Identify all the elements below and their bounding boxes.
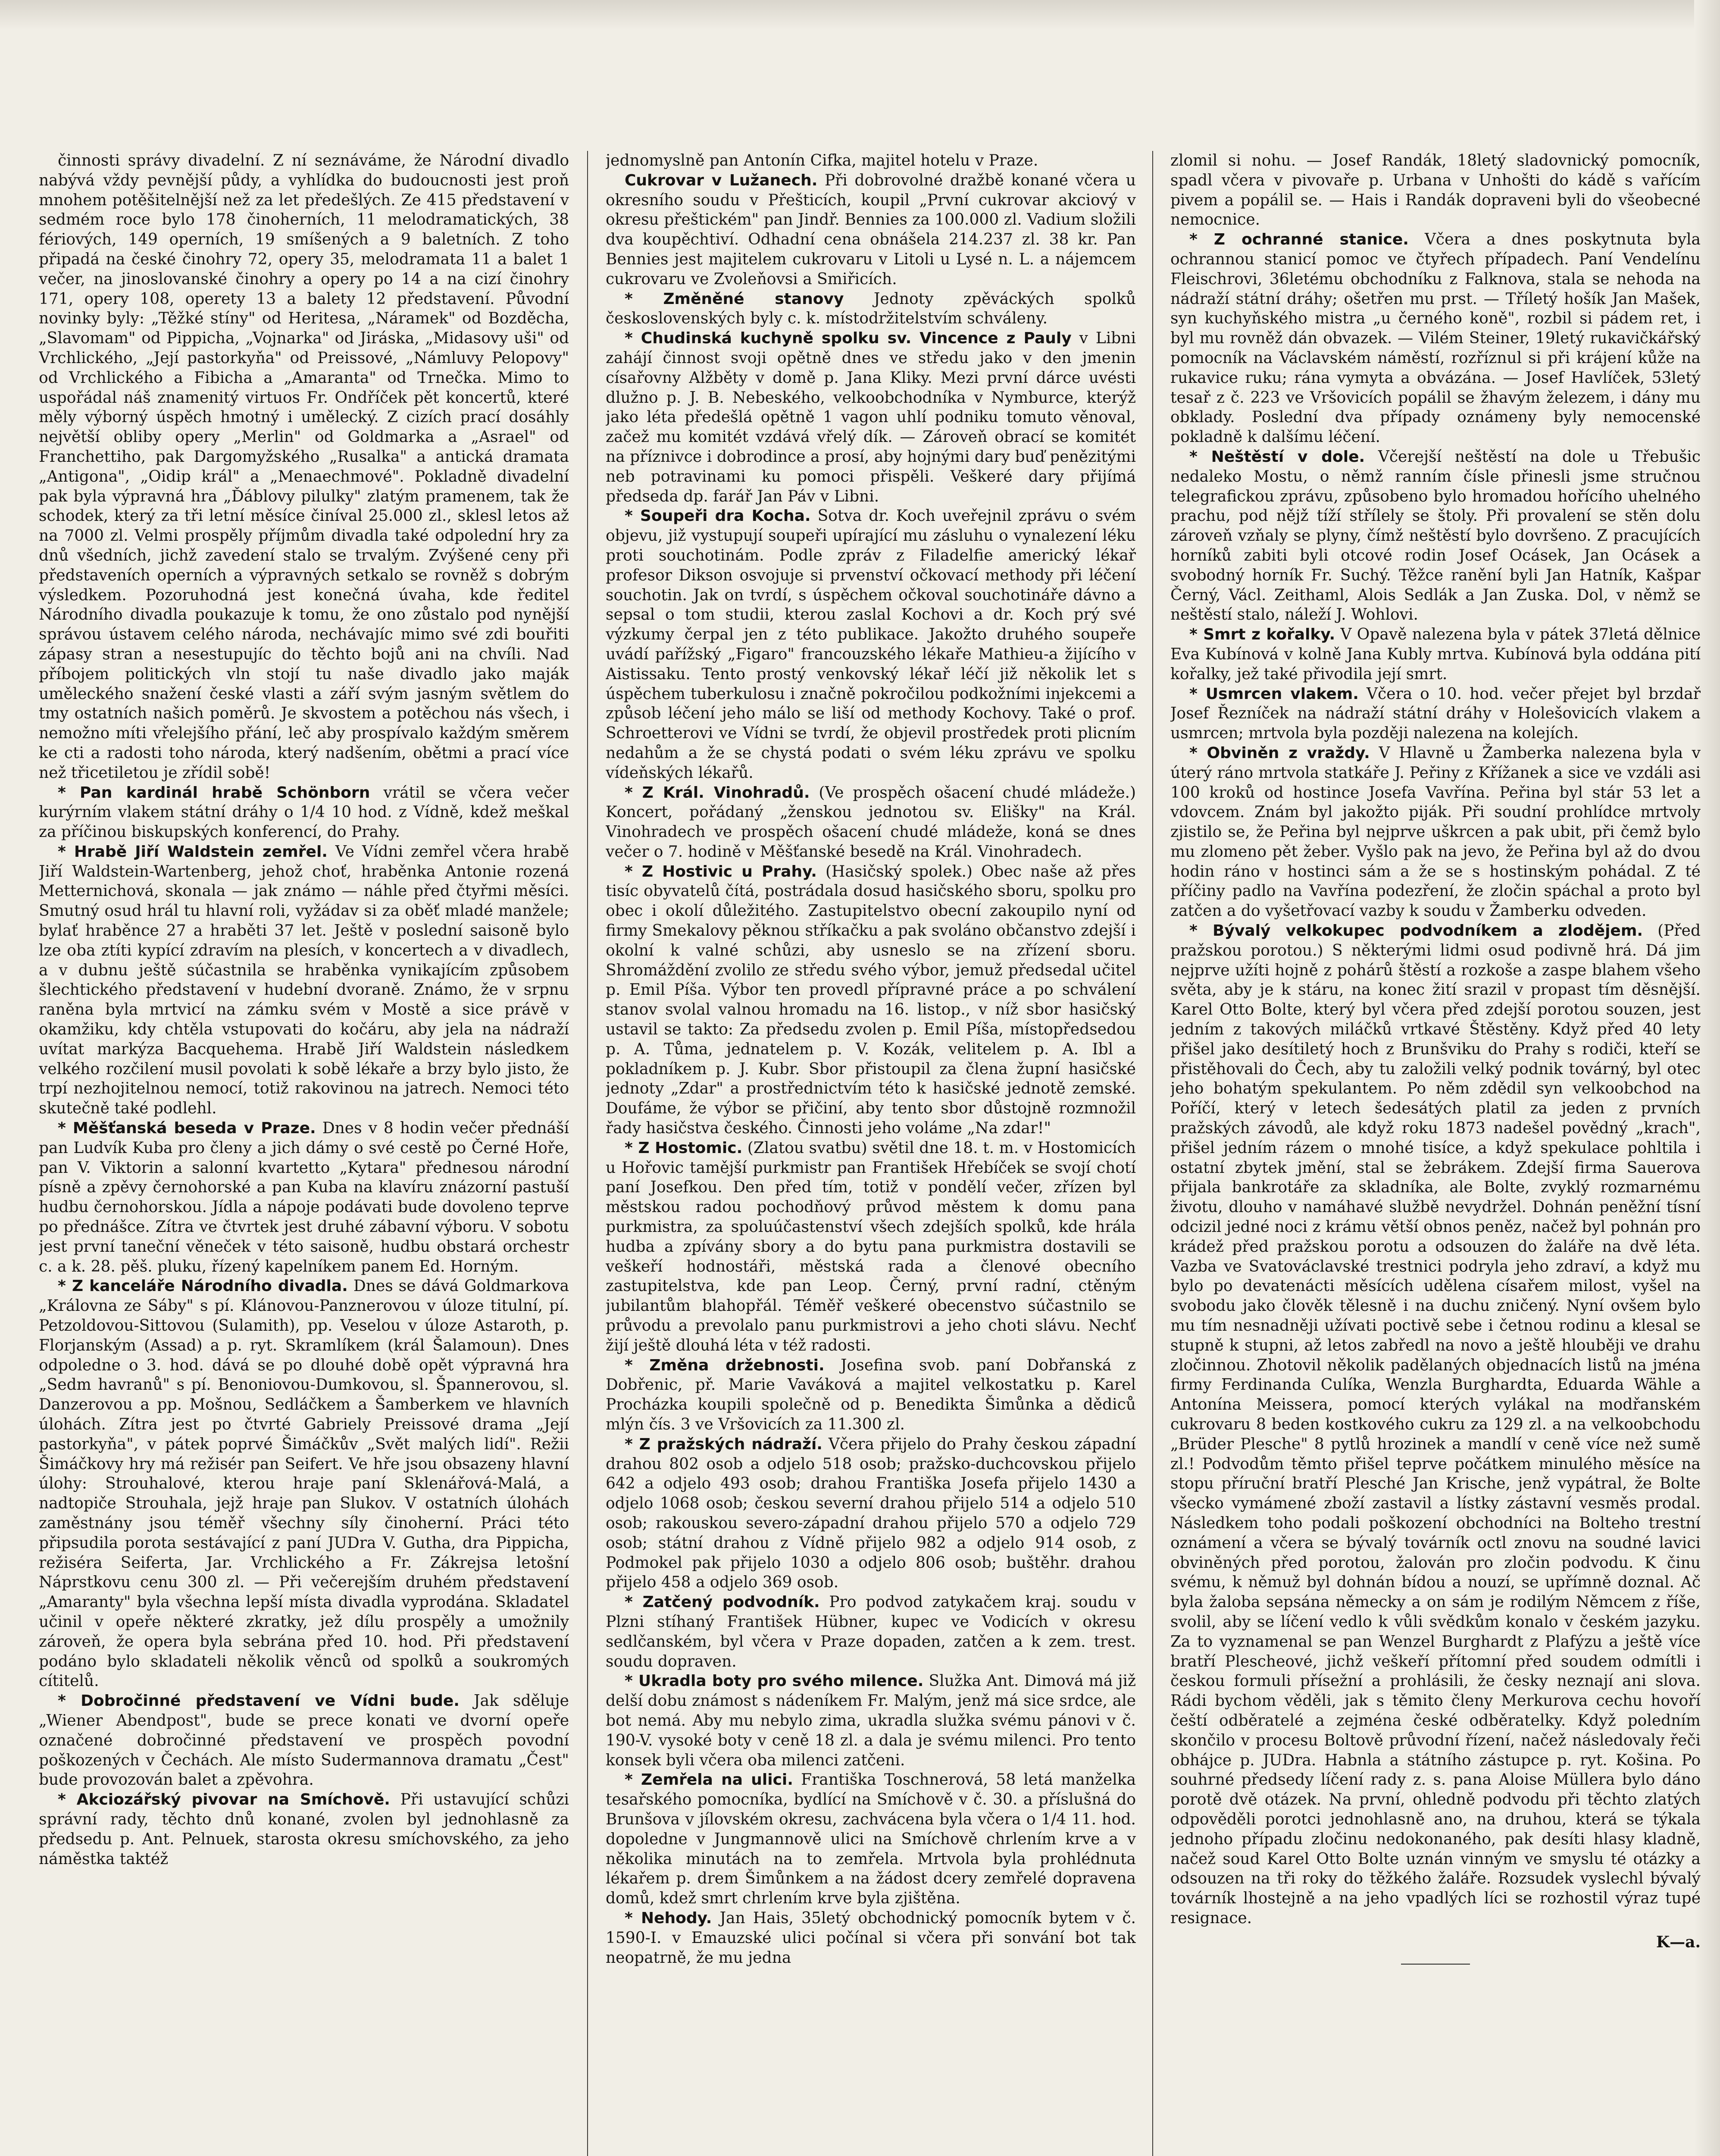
article-paragraph [39, 151, 569, 783]
article-headline: * Obviněn z vraždy. [1189, 744, 1370, 762]
article-text: Dnes v 8 hodin večer přednáší pan Ludvík Kuba pro členy a jich dámy o své cestě po Černé Hoře, pan V. Viktorin a salonní kvartetto „Kytara" přednesou národní písně a zpěvy černohorské a pan Kuba na klavíru znázorní pastuší hudbu černohorskou. Jídla a nápoje podávati bude dovoleno teprve po přednášce. Zítra ve čtvrtek jest druhé zábavní výboru. V sobotu jest první taneční věneček v této saisoně, hudbu obstará orchestr c. a k. 28. pěš. pluku, řízený kapelníkem panem Ed. Horným. [39, 1119, 569, 1275]
article-headline: * Ukradla boty pro svého milence. [625, 1672, 924, 1690]
article-headline: * Z ochranné stanice. [1189, 231, 1409, 249]
author-signature: K—a. [1656, 1933, 1701, 1951]
article-headline: * Z kanceláře Národního divadla. [58, 1277, 348, 1295]
article-paragraph [606, 1138, 1136, 1356]
newspaper-column-2 [606, 151, 1136, 2156]
scan-top-edge [0, 0, 1720, 30]
article-paragraph [1170, 230, 1701, 447]
article-headline: * Akciozářský pivovar na Smíchově. [58, 1791, 390, 1809]
article-paragraph [606, 1592, 1136, 1671]
column-divider [587, 151, 588, 2156]
article-headline: * Soupeři dra Kocha. [625, 507, 811, 525]
article-paragraph [606, 1908, 1136, 1968]
article-headline: * Usmrcen vlakem. [1189, 685, 1359, 703]
article-text: činnosti správy divadelní. Z ní seznáváme, že Národní divadlo nabývá vždy pevnější půdy, a vyhlídka do budoucnosti jest proň mnohem potěšitelnější než za let předešlých. Ze 415 představení v sedmém roce bylo 178 činoherních, 11 melodramatických, 38 fériových, 149 operních, 19 smíšených a 9 baletních. Z toho připadá na české činohry 72, opery 35, melodramata 11 a balet 1 večer, na jinoslovanské činohry a opery po 14 a na cizí činohry 171, opery 108, operety 13 a balety 12 představení. Původní novinky byly: „Těžké stíny" od Heritesa, „Náramek" od Bozděcha, „Slavomam" od Pippicha, „Vojnarka" od Jiráska, „Midasovy uši" od Vrchlického, „Její pastorkyňa" od Preissové, „Námluvy Pelopovy" od Vrchlického a Fibicha a „Amaranta" od Trnečka. Mimo to uspořádal náš znamenitý virtuos Fr. Ondříček pět koncertů, které měly výborný úspěch hmotný i umělecký. Z cizích prací dosáhly největší obliby opery „Merlin" od Goldmarka a „Asrael" od Franchettiho, pak Dargomyžského „Rusalka" a antická dramata „Antigona", „Oidip král" a „Menaechmové". Pokladně divadelní pak byla výpravná hra „Ďáblovy pilulky" zlatým pramenem, tak že schodek, který za tři letní měsíce činíval 25.000 zl., sklesl letos až na 7000 zl. Velmi prospěly příjmům divadla také odpolední hry za dnů všedních, jichž zavedení stalo se trvalým. Zvýšené ceny při představeních operních a výpravných setkalo se rovněž s dobrým výsledkem. Pozoruhodná jest konečná úvaha, kde ředitel Národního divadla poukazuje k tomu, že ono zůstalo pod nynější správou ústavem celého národa, nechávajíc mimo své zdi bouřiti zápasy stran a nesestupujíc do těchto bojů ani na chvíli. Nad příbojem politických vln stojí tu naše divadlo jako maják uměleckého snažení české vlasti a září svým jasným světlem do tmy ostatních našich poměrů. Je skvostem a potěchou nás všech, i nemožno míti vřelejšího přání, leč aby prospívalo každým směrem ke cti a radosti toho národa, který nadšením, obětmi a prací více než třicetiletou je zřídil sobě! [39, 152, 569, 782]
article-text: Josefina svob. paní Dobřanská z Dobřenic, př. Marie Vaváková a majitel velkostatku p. Karel Procházka koupili společně od p. Benedikta Šimůnka a dědiců mlýn čís. 3 ve Vršovicích za 11.300 zl. [606, 1356, 1136, 1433]
article-paragraph [606, 862, 1136, 1138]
article-text: Včera přijelo do Prahy českou západní drahou 802 osob a odjelo 518 osob; pražsko-duchcovskou přijelo 642 a odjelo 493 osob; drahou Františka Josefa přijelo 1430 a odjelo 1068 osob; českou severní drahou přijelo 514 a odjelo 510 osob; rakouskou severo-západní drahou přijelo 570 a odjelo 729 osob; státní drahou z Vídně přijelo 982 a odjelo 914 osob, z Podmokel pak přijelo 1030 a odjelo 806 osob; buštěhr. drahou přijelo 458 a odjelo 369 osob. [606, 1435, 1136, 1592]
article-paragraph [606, 289, 1136, 329]
article-paragraph [606, 171, 1136, 289]
article-text: Při ustavující schůzi správní rady, těchto dnů konané, zvolen byl jednohlasně za předsedu p. Ant. Pelnuek, starosta okresu smíchovského, za jeho náměstka taktéž [39, 1791, 569, 1868]
article-headline: * Změna držebnosti. [625, 1356, 825, 1374]
article-headline: * Smrt z kořalky. [1189, 626, 1335, 644]
closing-rule [1401, 1964, 1470, 1965]
article-headline: * Z Král. Vinohradů. [625, 783, 810, 802]
article-paragraph [606, 329, 1136, 506]
article-headline: * Z Hostomic. [625, 1139, 743, 1157]
article-paragraph [39, 783, 569, 842]
article-headline: * Z pražských nádraží. [625, 1435, 822, 1453]
article-text: V Opavě nalezena byla v pátek 37letá dělnice Eva Kubínová v kolně Jana Kubly mrtva. Kubínová byla oddána pití kořalky, jež také přivodila její smrt. [1170, 626, 1701, 683]
article-headline: * Z Hostivic u Prahy. [625, 862, 817, 881]
article-text: zlomil si nohu. — Josef Randák, 18letý sladovnický pomocník, spadl včera v pivovaře p. Urbana v Unhošti do kádě s vařícím pivem a popálil se. — Hais i Randák dopraveni byli do všeobecné nemocnice. [1170, 152, 1701, 229]
article-headline: * Pan kardinál hrabě Schönborn [58, 783, 370, 802]
column-divider [1152, 151, 1153, 2156]
article-paragraph [1170, 447, 1701, 625]
article-headline: * Měšťanská beseda v Praze. [58, 1119, 316, 1138]
article-paragraph [606, 1770, 1136, 1908]
article-text: (Hasičský spolek.) Obec naše až přes tisíc obyvatelů čítá, postrádala dosud hasičského sboru, spolku pro obec i okolí důležitého. Zastupitelstvo obecní zakoupilo nyní od firmy Smekalovy pěknou stříkačku a pak svoláno občanstvo zdejší i okolní k valné schůzi, aby usneslo se na zřízení sboru. Shromáždění zvolilo ze středu svého výbor, jemuž předsedal učitel p. Emil Píša. Výbor ten provedl přípravné práce a po schválení stanov svolal valnou hromadu na 16. listop., v níž sbor hasičský ustavil se takto: Za předsedu zvolen p. Emil Píša, místopředsedou p. A. Tůma, jednatelem p. V. Kozák, velitelem p. A. Ibl a pokladníkem p. J. Kubr. Sbor přistoupil za člena župní hasičské jednoty „Zdar" a prostřednictvím této k hasičské jednotě zemské. Doufáme, že výbor se přičiní, aby tento sbor důstojně rozmnožil řady hasičstva českého. Činnosti jeho voláme „Na zdar!" [606, 862, 1136, 1138]
article-paragraph [606, 1671, 1136, 1770]
article-paragraph [606, 151, 1136, 171]
article-paragraph [1170, 684, 1701, 743]
article-text: Sotva dr. Koch uveřejnil zprávu o svém objevu, již vystupují soupeři upírající mu zásluhu o vynalezení léku proti souchotinám. Podle zpráv z Filadelfie americký lékař profesor Dikson osvojuje si prvenství očkovací methody při léčení souchotin. Jak on tvrdí, s úspěchem očkoval souchotináře dávno a sepsal o tom studii, kterou zaslal Kochovi a dr. Koch prý své výzkumy čerpal jen z této publikace. Jakožto druhého soupeře uvádí pařížský „Figaro" francouzského lékaře Mathieu-a žijícího v Aistissaku. Tento prostý venkovský lékař léčí již několik let s úspěchem tuberkulosu i značně pokročilou podkožními injekcemi a způsob léčení jeho málo se liší od methody Kochovy. Také o prof. Schroetterovi ve Vídni se tvrdí, že objevil prostředek proti plicním nedahům a že se chystá podati o svém léku zprávu ve spolku vídeňských lékařů. [606, 507, 1136, 782]
article-text: (Zlatou svatbu) světil dne 18. t. m. v Hostomicích u Hořovic tamější purkmistr pan František Hřebíček se svojí chotí paní Josefkou. Den před tím, totiž v pondělí večer, zřízen byl městskou radou pochodňový průvod městem k domu pana purkmistra, za spoluúčastenství všech zdejších spolků, kde hrála hudba a zpívány sbory a do bytu pana purkmistra dostavili se veškeří hodnostáři, městská rada a členové obecního zastupitelstva, kde pan Leop. Černý, první radní, ctěným jubilantům blahopřál. Téměř veškeré obecenstvo súčastnilo se průvodu a prevolalo panu purkmistrovi a jeho choti slávu. Nechť žijí ještě dlouhá léta v též radosti. [606, 1139, 1136, 1354]
article-paragraph [39, 842, 569, 1119]
article-headline: * Dobročinné představení ve Vídni bude. [58, 1692, 460, 1710]
article-paragraph [606, 1356, 1136, 1435]
article-paragraph [39, 1691, 569, 1790]
article-headline: * Neštěstí v dole. [1189, 448, 1365, 466]
article-text: v Libni zahájí činnost svoji opětně dnes ve středu jako v den jmenin císařovny Alžběty v domě p. Jana Kliky. Mezi první dárce uvésti dlužno p. J. B. Nebeského, velkoobchodníka v Nymburce, kterýž jako léta předešlá opětně 1 vagon uhlí podniku tomuto věnoval, začež mu komitét vzdává vřelý dík. — Zároveň obrací se komitét na příznivce i dobrodince a prosí, aby hojnými dary buď penězitými neb potravinami ku pomoci přispěli. Veškeré dary přijímá předseda dp. farář Jan Páv v Libni. [606, 329, 1136, 505]
newspaper-column-1 [39, 151, 569, 2156]
newspaper-column-3 [1170, 151, 1701, 2156]
article-paragraph [1170, 151, 1701, 230]
article-text: Pro podvod zatykačem kraj. soudu v Plzni stíhaný František Hübner, kupec ve Vodicích v okresu sedlčanském, byl včera v Praze dopaden, zatčen a k zem. trest. soudu dopraven. [606, 1593, 1136, 1670]
article-headline: * Změněné stanovy [625, 290, 844, 308]
article-text: Jednoty zpěváckých spolků československých byly c. k. místodržitelstvím schváleny. [606, 290, 1136, 328]
article-text: Jak sděluje „Wiener Abendpost", bude se prece konati ve dvorní opeře označené dobročinné představení ve prospěch povodní poškozených v Čechách. Ale místo Sudermannova dramatu „Čest" bude provozován balet a zpěvohra. [39, 1692, 569, 1789]
article-text: Služka Ant. Dimová má již delší dobu známost s nádeníkem Fr. Malým, jenž má sice srdce, ale bot nemá. Aby mu nebylo zima, ukradla služka svému pánovi v č. 190-V. vysoké boty v ceně 18 zl. a dala je svému milenci. Pro tento konsek byli včera oba milenci zatčeni. [606, 1672, 1136, 1769]
article-text: Ve Vídni zemřel včera hrabě Jiří Waldstein-Wartenberg, jehož choť, hraběnka Antonie rozená Metternichová, skonala — jak známo — náhle před čtyřmi měsíci. Smutný osud hrál tu hlavní roli, vyžádav si za oběť mladé manžele; bylať hraběnce 27 a hraběti 37 let. Ještě v poslední saisoně bylo lze oba ztíti kypící zdravím na plesích, v koncertech a v divadlech, a v dubnu ještě súčastnila se hraběnka vynikajícím způsobem šlechtického představení v hudební dvoraně. Známo, že v srpnu raněna byla mrtvicí na zámku svém v Mostě a sice právě v okamžiku, kdy chtěla vstupovati do kočáru, aby jela na nádraží uvítat markýza Bacquehema. Hrabě Jiří Waldstein následkem velkého rozčilení musil povolati k sobě lékaře a brzy bylo jisto, že trpí nezhojitelnou nemocí, totiž rakovinou na jatrech. Nemoci této skutečně také podlehl. [39, 843, 569, 1118]
article-text: Františka Toschnerová, 58 letá manželka tesařského pomocníka, bydlící na Smíchově v č. 30. a příslušná do Brunšova v jílovském okresu, zachvácena byla včera o 1/4 11. hod. dopoledne v Jungmannově ulici na Smíchově chrlením krve a v několika minutách na to zemřela. Mrtvola byla prohlédnuta lékařem p. drem Šimůnkem a na žádost dcery zemřelé dopravena domů, kdež smrt chrlením krve byla zjištěna. [606, 1771, 1136, 1908]
article-paragraph [39, 1119, 569, 1276]
article-headline: Cukrovar v Lužanech. [625, 171, 818, 189]
article-headline: * Zatčený podvodník. [625, 1593, 820, 1611]
article-paragraph [606, 506, 1136, 783]
article-text: Jan Hais, 35letý obchodnický pomocník bytem v č. 1590-I. v Emauzské ulici počínal si včera při sonvání bot tak neopatrně, že mu jedna [606, 1909, 1136, 1967]
article-paragraph [606, 1435, 1136, 1592]
article-text: jednomyslně pan Antonín Cifka, majitel hotelu v Praze. [606, 152, 1038, 169]
article-headline: * Nehody. [625, 1909, 712, 1927]
article-paragraph [606, 783, 1136, 862]
article-text: Včera o 10. hod. večer přejet byl brzdař Josef Řezníček na nádraží státní dráhy v Holešovicích vlakem a usmrcen; mrtvola byla později nalezena na kolejích. [1170, 685, 1701, 743]
article-text: Při dobrovolné dražbě konané včera u okresního soudu v Přešticích, koupil „První cukrovar akciový v okresu přeštickém" pan Jindř. Bennies za 100.000 zl. Vadium složili dva koupěchtiví. Odhadní cena obnášela 214.237 zl. 38 kr. Pan Bennies jest majitelem cukrovaru v Litoli u Lysé n. L. a nájemcem cukrovaru ve Zvoleňovsi a Smiřicích. [606, 171, 1136, 288]
article-headline: * Hrabě Jiří Waldstein zemřel. [58, 843, 328, 861]
article-text: Včerejší neštěstí na dole u Třebušic nedaleko Mostu, o němž ranním čísle přinesli jsme stručnou telegrafickou zprávu, způsobeno bylo hromadou hořícího uhelného prachu, pod nějž tíží střílely se štoly. Při provalení se stěn dolu zároveň vzňaly se plyny, čímž neštěstí bylo dovršeno. Z pracujících horníků zabiti byli otcové rodin Josef Ocásek, Jan Ocásek a svobodný horník Fr. Suchý. Těžce ranění byli Jan Hatník, Kašpar Černý, Václ. Zeithaml, Alois Sedlák a Jan Zuska. Dol, v němž se neštěstí stalo, náleží J. Wohlovi. [1170, 448, 1701, 624]
article-paragraph [1170, 625, 1701, 684]
article-paragraph [1170, 743, 1701, 921]
article-headline: * Zemřela na ulici. [625, 1771, 793, 1789]
article-text: (Ve prospěch ošacení chudé mládeže.) Koncert, pořádaný „ženskou jednotou sv. Elišky" na Král. Vinohradech ve prospěch ošacení chudé mládeže, koná se dnes večer o 7. hodině v Měšťanské besedě na Král. Vinohradech. [606, 783, 1136, 861]
article-headline: * Bývalý velkokupec podvodníkem a zlodějem. [1189, 922, 1643, 940]
article-text: V Hlavně u Žamberka nalezena byla v úterý ráno mrtvola statkáře J. Peřiny z Křížanek a sice ve vzdáli asi 100 kroků od hostince Josefa Vavřína. Peřina byl stár 53 let a vdovcem. Znám byl jakožto piják. Při soudní prohlídce mrtvoly zjistilo se, že Peřina byl nejprve uškrcen a pak ubit, při čemž bylo mu zlomeno pět žeber. Vyšlo pak na jevo, že Peřina byl až do dvou hodin ráno v hostinci sám a že se s hostinským pohádal. Z té příčiny padlo na Vavřína podezření, že zločin spáchal a proto byl zatčen a do vyšetřovací vazby k soudu v Žamberku odveden. [1170, 744, 1701, 920]
article-text: vrátil se včera večer kurýrním vlakem státní dráhy o 1/4 10 hod. z Vídně, kdež meškal za příčinou biskupských konferencí, do Prahy. [39, 783, 569, 841]
article-paragraph [39, 1790, 569, 1869]
article-text: (Před pražskou porotou.) S některými lidmi osud podivně hrá. Dá jim nejprve užíti hojně z pohárů štěstí a rozkoše a zaspe blahem všeho světa, aby je k stáru, na konec žití srazil v propast tím děsnější. Karel Otto Bolte, který byl včera před zdejší porotou souzen, jest jedním z takových miláčků vrtkavé Štěstěny. Když před 40 lety přišel jako desítiletý hoch z Brunšviku do Prahy s rodiči, kteří se přistěhovali do Čech, aby tu založili velký podnik továrný, byl otec jeho bohatým spekulantem. Po něm zdědil syn velkoobchod na Poříčí, který v letech šedesátých platil za jeden z prvních pražských závodů, ale když roku 1873 nadešel povědný „krach", přišel jedním rázem o mnohé tisíce, a když spekulace pohltila i ostatní zbytek jmění, stal se žebrákem. Zdejší firma Sauerova přijala bankrotáře za skladníka, ale Bolte, zvyklý rozmarnému životu, dlouho v namáhavé službě nevydržel. Dohnán peněžní tísní odcizil jedné noci z krámu větší obnos peněz, načež byl pohnán pro krádež před pražskou porotu a odsouzen do žaláře na dvě léta. Vazba ve Svatováclavské trestnici podryla jeho zdraví, a když mu bylo po devatenácti měsících udělena císařem milost, vyšel na svobodu jako člověk tělesně i na duchu zničený. Nyní ovšem bylo mu tím nesnadněji užívati poctivě sebe i četnou rodinu a klesal se stupně k stupni, až letos zabředl na novo a ještě hlouběji ve drahu zločinnou. Zhotovil několik padělaných objednacích listů na jména firmy Ferdinanda Culíka, Wenzla Burghardta, Eduarda Wähle a Antonína Meissera, pomocí kterých vylákal na modřanském cukrovaru 8 beden kostkového cukru za 129 zl. a na velkoobchodu „Brüder Plesche" 8 pytlů hrozinek a mandlí v ceně více než sumě zl.! Podvodům těmto přišel teprve počátkem minulého měsíce na stopu příruční bratří Plesché Jan Krische, jenž vypátral, že Bolte všecko vymámené zboží zastavil a lístky zástavní vesměs prodal. Následkem toho podali poškození obchodníci na Bolteho trestní oznámení a včera se bývalý továrník octl znovu na soudné lavici obviněných před porotou, žalován pro zločin podvodu. K činu svému, k němuž byl dohnán bídou a nouzí, se upřímně doznal. Ač byla žaloba sepsána německy a on sám je rodilým Němcem z říše, svolil, aby se líčení vedlo k vůli svědkům konalo v českém jazyku. Za to vyznamenal se pan Wenzel Burghardt z Plafýzu a ještě více bratří Plescheové, jichž veškeří přítomní před soudem odmítli i českou formuli přísežní a prohlásili, že česky neznají ani slova. Rádi bychom věděli, jak s těmito členy Merkurova cechu hovoří čeští odběratelé a zejména české odběratelky. Když poledním skončilo v procesu Boltově průvodní řízení, načež následovaly řeči obhájce p. JUDra. Habnla a státního zástupce p. ryt. Košina. Po souhrné předsedy líčení rady z. s. pana Aloise Müllera bylo dáno porotě dvě otázek. Na první, ohledně podvodu při těchto zlatých odpověděli porotci jednohlasně ano, na druhou, která se týkala jednoho případu zločinu nedokonaného, pak desíti hlasy kladně, načež soud Karel Otto Bolte uznán vinným ve smyslu té otázky a odsouzen na tři roky do těžkého žaláře. Rozsudek vyslechl bývalý továrník lhostejně a na jeho vpadlých líci se rozhostil výraz tupé resignace. [1170, 922, 1701, 1927]
article-paragraph [1170, 921, 1701, 1928]
article-headline: * Chudinská kuchyně spolku sv. Vincence z Pauly [625, 329, 1072, 348]
article-paragraph [39, 1276, 569, 1691]
article-text: Dnes se dává Goldmarkova „Královna ze Sáby" s pí. Klánovou-Panznerovou v úloze titulní, pí. Petzoldovou-Sittovou (Sulamith), pp. Veselou v úloze Astaroth, p. Florjanským (Assad) a p. ryt. Skramlíkem (král Šalamoun). Dnes odpoledne o 3. hod. dává se po dlouhé době opět výpravná hra „Sedm havranů" s pí. Benoniovou-Dumkovou, sl. Špannerovou, sl. Danzerovou a pp. Mošnou, Sedláčkem a Šamberkem ve hlavních úlohách. Zítra jest po čtvrté Gabriely Preissové drama „Její pastorkyňa", v pátek poprvé Šimáčkův „Svět malých lidí". Režii Šimáčkovy hry má režisér pan Seifert. Ve hře jsou obsazeny hlavní úlohy: Strouhalové, kterou hraje paní Sklenářová-Malá, a nadtopiče Strouhala, jejž hraje pan Slukov. V ostatních úlohách zaměstnány jsou téměř všechny síly činoherní. Práci této připsudila porota sestávající z paní JUDra V. Gutha, dra Pippicha, režiséra Seiferta, Jar. Vrchlického a Fr. Zákrejsa letošní Náprstkovu cenu 300 zl. — Při večerejším druhém představení „Amaranty" byla všechna lepší místa divadla vyprodána. Skladatel učinil v opeře některé zkratky, jež dílu prospěly a umožnily zároveň, že opera byla sebrána před 10. hod. Při představení podáno bylo skladateli několik věnců od spolků a soukromých cítitelů. [39, 1277, 569, 1690]
article-text: Včera a dnes poskytnuta byla ochrannou stanicí pomoc ve čtyřech případech. Paní Vendelínu Fleischrovi, 36letému obchodníku z Falknova, stala se nehoda na nádraží státní dráhy; ošetřen mu prst. — Tříletý hošík Jan Mašek, syn kuchyňského mistra „u černého koně", rozbil si pádem ret, i byl mu rovněž dán obvazek. — Vilém Steiner, 19letý rukavičkářský pomocník na Václavském náměstí, rozříznul si při krájení kůže na rukavice ruku; rána vymyta a obvázána. — Josef Havlíček, 53letý tesař z č. 223 ve Vršovicích popálil se žhavým železem, i dány mu obklady. Poslední dva případy oznámeny byly nemocenské pokladně k dalšímu léčení. [1170, 231, 1701, 446]
